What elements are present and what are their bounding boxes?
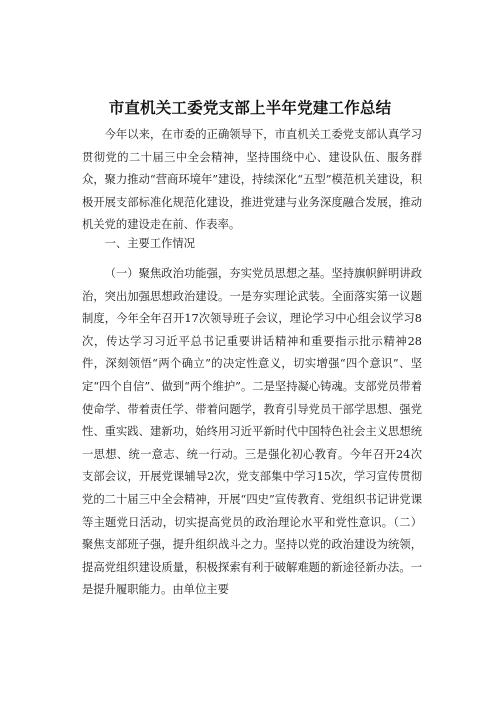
section-body-paragraph: （一）聚焦政治功能强，夯实党员思想之基。坚持旗帜鲜明讲政治，突出加强思想政治建设。一是夯实理论武装。全面落实第一议题制度，今年全年召开17次领导班子会议，理论学习中心组会议学习8次，传达学习习近平总书记重要讲话精神和重要指示批示精神28件，深刻领悟“两个确立”的决定性意义，切实增强“四个意识”、坚定“四个自信”、做到“两个维护”。二是坚持凝心铸魂。支部党员带着使命学、带着责任学、带着问题学，教育引导党员干部学思想、强党性、重实践、建新功，始终用习近平新时代中国特色社会主义思想统一思想、统一意志、统一行动。三是强化初心教育。今年召开24次支部会议，开展党课辅导2次，党支部集中学习15次，学习宣传贯彻党的二十届三中全会精神，开展“四史”宣传教育、党组织书记讲党课等主题党日活动，切实提高党员的政治理论水平和党性意识。（二）聚焦支部班子强，提升组织战斗之力。坚持以党的政治建设为统领，提高党组织建设质量，积极探索有利于破解难题的新途径新办法。一是提升履职能力。由单位主要: [82, 267, 422, 597]
section-heading: 一、主要工作情况: [104, 237, 195, 250]
intro-paragraph: 今年以来，在市委的正确领导下，市直机关工委党支部认真学习贯彻党的二十届三中全会精神，坚持围绕中心、建设队伍、服务群众，聚力推动“营商环境年”建设，持续深化“五型”模范机关建设，积极开展支部标准化规范化建设，推进党建与业务深度融合发展，推动机关党的建设走在前、作表率。: [82, 128, 422, 232]
document-title: 市直机关工委党支部上半年党建工作总结: [108, 99, 392, 117]
